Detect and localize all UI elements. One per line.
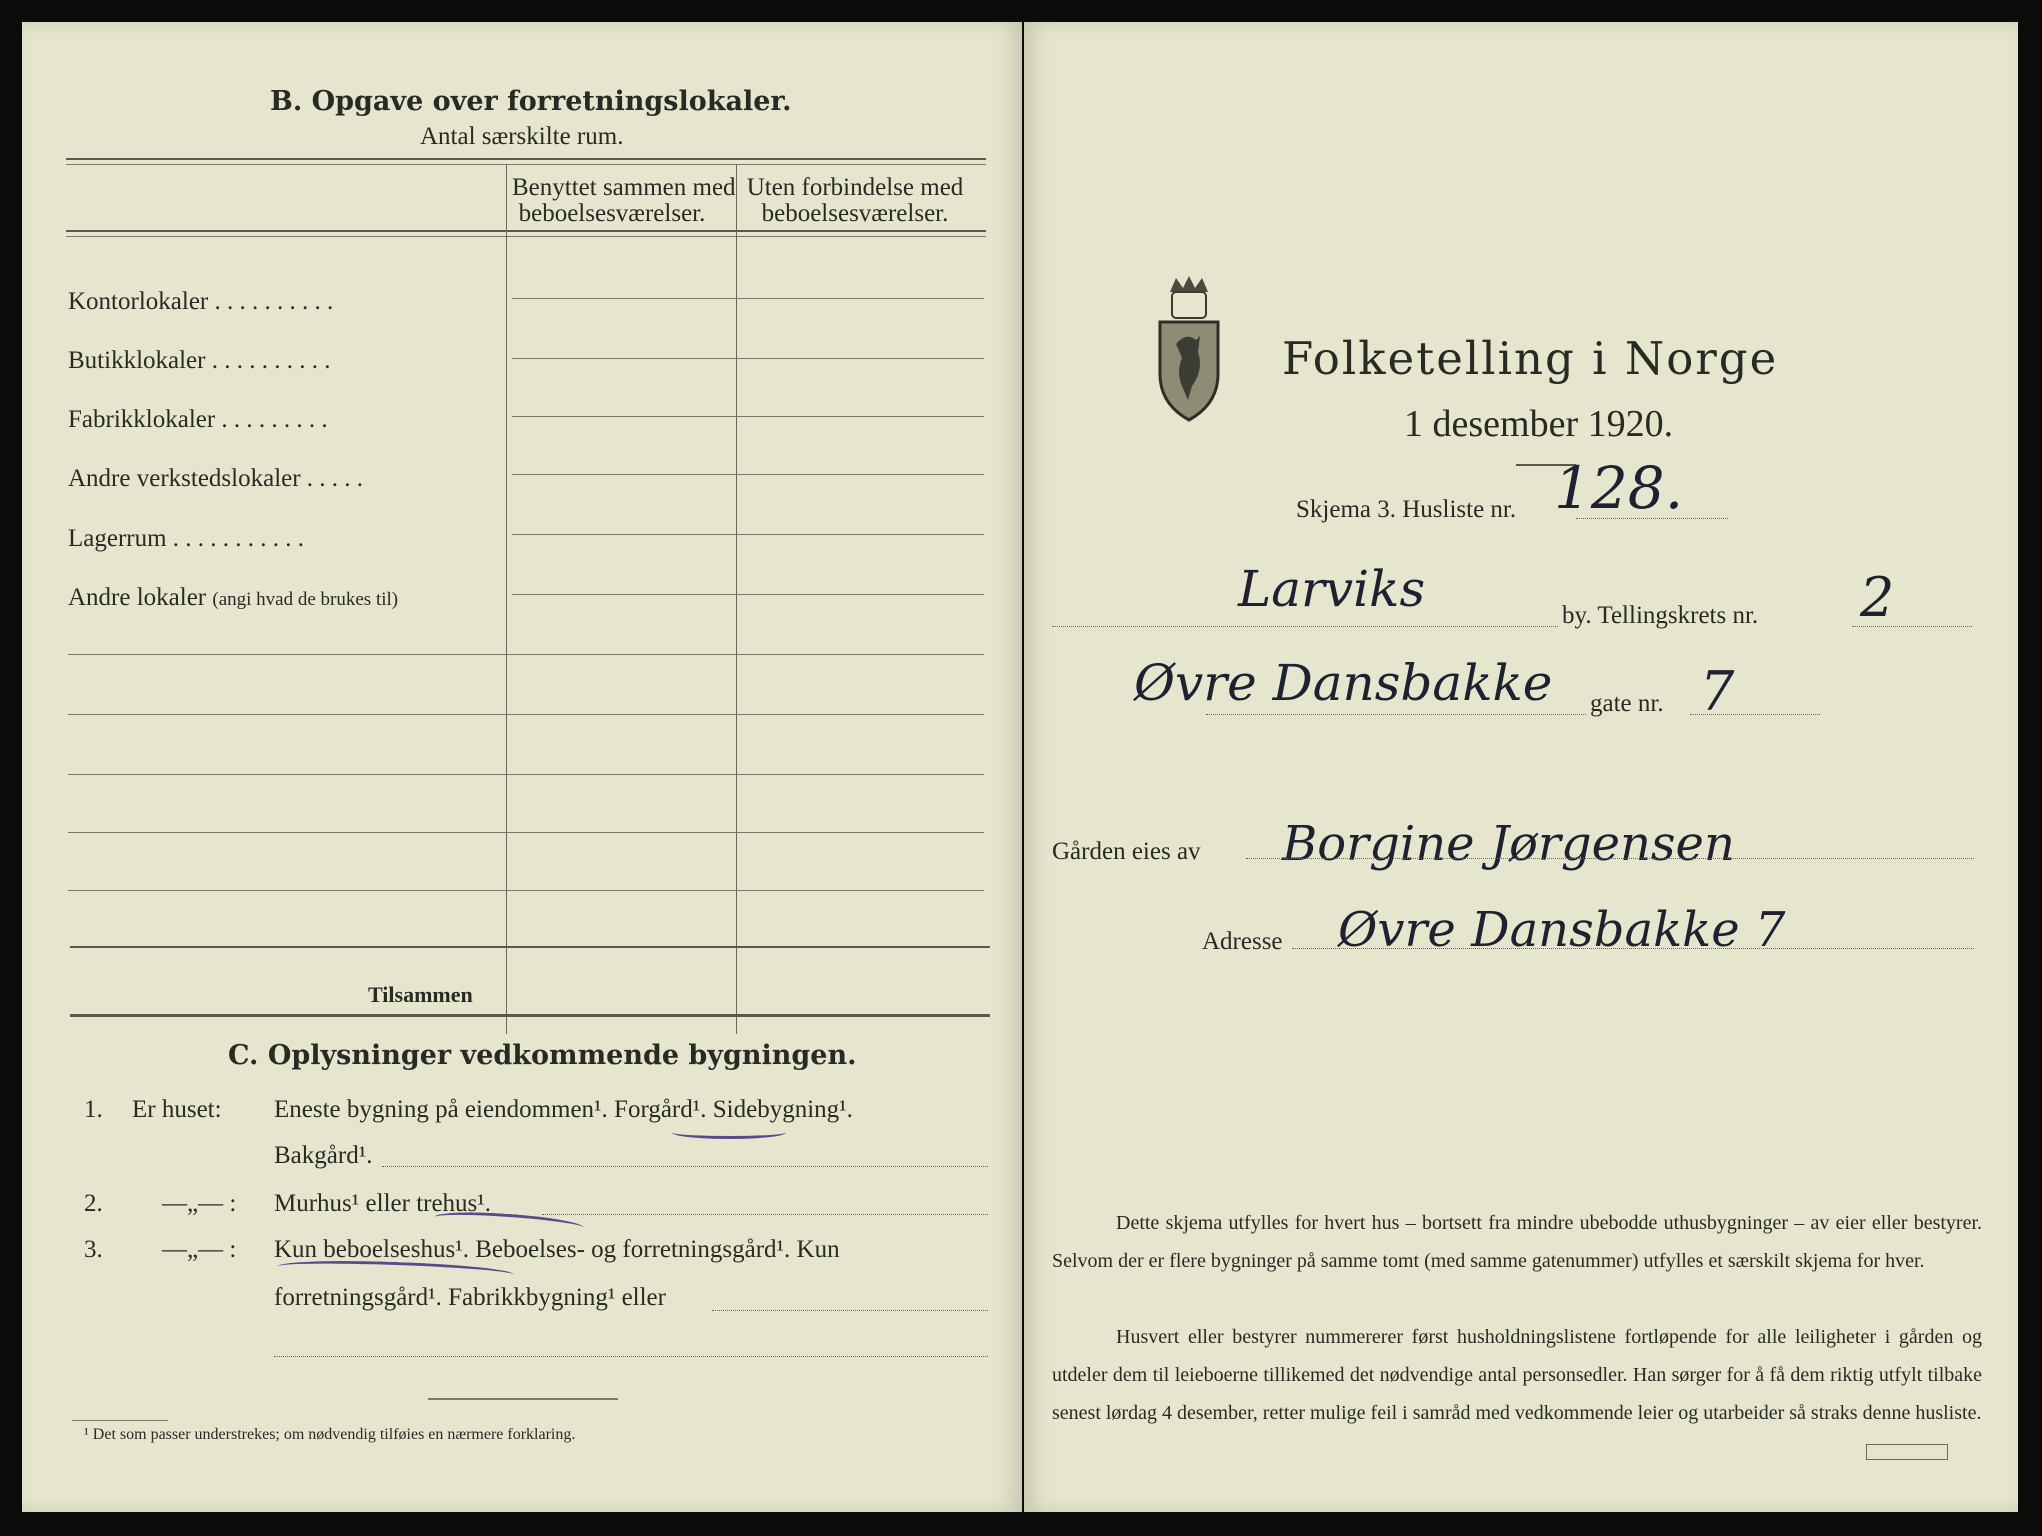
row-kontorlokaler: Kontorlokaler . . . . . . . . . . xyxy=(68,288,334,315)
blank-row-rule xyxy=(68,832,984,833)
street-line xyxy=(1206,714,1586,715)
blank-row-rule xyxy=(68,774,984,775)
blank-row-rule xyxy=(68,654,984,655)
address-label: Adresse xyxy=(1202,928,1283,955)
husliste-nr-value: 128. xyxy=(1554,454,1684,522)
section-c-title: C. Oplysninger vedkommende bygningen. xyxy=(228,1040,857,1071)
row-rule xyxy=(512,298,984,299)
q1-fill-line xyxy=(382,1166,988,1167)
address-value: Øvre Dansbakke 7 xyxy=(1338,902,1786,958)
owner-value: Borgine Jørgensen xyxy=(1282,816,1735,872)
col1-divider xyxy=(506,164,507,1034)
table-top-rule-2 xyxy=(66,164,986,165)
row-fabrikklokaler: Fabrikklokaler . . . . . . . . . xyxy=(68,406,328,433)
q2-dash: —„— : xyxy=(162,1190,237,1217)
row-rule xyxy=(512,416,984,417)
census-date: 1 desember 1920. xyxy=(1404,403,1674,445)
col1-header-line1: Benyttet sammen med xyxy=(512,174,736,201)
row-rule xyxy=(512,474,984,475)
row-andre-verkstedslokaler: Andre verkstedslokaler . . . . . xyxy=(68,465,364,492)
row-andre-lokaler-label: Andre lokaler xyxy=(68,584,207,611)
q1-text: Eneste bygning på eiendommen¹. Forgård¹. Sidebygning¹. xyxy=(274,1096,853,1123)
address-line xyxy=(1292,948,1974,949)
trehus-underline-mark xyxy=(434,1209,585,1236)
printer-stamp xyxy=(1866,1444,1948,1460)
footnote-rule xyxy=(72,1420,168,1421)
q3-fill-line xyxy=(712,1310,988,1311)
table-top-rule xyxy=(66,158,986,160)
section-b-subtitle: Antal særskilte rum. xyxy=(420,123,624,150)
blank-row-rule xyxy=(68,890,984,891)
row-lagerrum: Lagerrum . . . . . . . . . . . xyxy=(68,525,305,552)
gate-nr-line xyxy=(1690,714,1820,715)
row-rule xyxy=(512,594,984,595)
total-bottom-rule xyxy=(70,1014,990,1017)
row-rule xyxy=(512,358,984,359)
q2-num: 2. xyxy=(84,1190,103,1217)
census-title: Folketelling i Norge xyxy=(1282,332,1779,385)
q2-text: Murhus¹ eller trehus¹. xyxy=(274,1190,492,1217)
city-line xyxy=(1052,626,1558,627)
q3-fill-line-2 xyxy=(274,1356,988,1357)
right-page xyxy=(1024,22,2018,1512)
by-label: by. Tellingskrets nr. xyxy=(1562,602,1759,629)
section-b-title: B. Opgave over forretningslokaler. xyxy=(270,86,792,117)
row-butikklokaler: Butikklokaler . . . . . . . . . . xyxy=(68,347,331,374)
q3-text2: forretningsgård¹. Fabrikkbygning¹ eller xyxy=(274,1284,666,1311)
krets-nr-value: 2 xyxy=(1860,566,1895,629)
table-header-rule xyxy=(66,230,986,232)
total-top-rule xyxy=(70,946,990,948)
row-andre-lokaler-note: (angi hvad de brukes til) xyxy=(212,589,399,610)
gate-nr-value: 7 xyxy=(1700,660,1735,723)
owner-line xyxy=(1246,858,1974,859)
q2-fill-line xyxy=(542,1214,988,1215)
col2-header-line1: Uten forbindelse med xyxy=(746,174,964,201)
city-value: Larviks xyxy=(1238,560,1426,618)
q3-dash: —„— : xyxy=(162,1236,237,1263)
section-end-rule xyxy=(428,1398,618,1400)
col1-header-line2: beboelsesværelser. xyxy=(518,200,706,227)
q1-label: Er huset: xyxy=(132,1096,222,1123)
forgard-underline-mark xyxy=(672,1126,786,1139)
gate-label: gate nr. xyxy=(1590,690,1664,717)
col2-divider xyxy=(736,164,737,1034)
schema-label: Skjema 3. Husliste nr. xyxy=(1296,496,1517,523)
total-label: Tilsammen xyxy=(368,982,473,1007)
table-header-rule-2 xyxy=(66,236,986,237)
street-value: Øvre Dansbakke xyxy=(1134,654,1553,712)
col2-header-line2: beboelsesværelser. xyxy=(761,200,949,227)
notice-paragraph-1: Dette skjema utfylles for hvert hus – bortsett fra mindre ubebodde uthusbygninger – av eier eller bestyrer. Selvom der er flere bygninger på samme tomt (med samme gatenummer) utfylles et særskilt skjema for hver. xyxy=(1052,1212,1982,1272)
q3-text: Kun beboelseshus¹. Beboelses- og forretningsgård¹. Kun xyxy=(274,1236,840,1263)
coat-of-arms-icon xyxy=(1156,274,1222,424)
notice-paragraph-2: Husvert eller bestyrer nummererer først husholdningslistene fortløpende for alle leiligheter i gården og utdeler dem til leieboerne tillikemed det nødvendige antal personsedler. Han sørger for å få dem riktig utfylt tilbake senest lørdag 4 desember, retter mulige feil i samråd med vedkommende leier og utarbeider så straks denne husliste. xyxy=(1052,1326,1982,1424)
husliste-nr-line xyxy=(1576,518,1728,519)
left-page xyxy=(22,22,1022,1512)
footnote: ¹ Det som passer understrekes; om nødvendig tilføies en nærmere forklaring. xyxy=(84,1426,576,1443)
row-andre-lokaler xyxy=(68,584,398,612)
krets-line xyxy=(1852,626,1972,627)
blank-row-rule xyxy=(68,714,984,715)
q1-text2: Bakgård¹. xyxy=(274,1142,373,1169)
owner-label: Gården eies av xyxy=(1052,838,1201,865)
q1-num: 1. xyxy=(84,1096,103,1123)
q3-num: 3. xyxy=(84,1236,103,1263)
row-rule xyxy=(512,534,984,535)
